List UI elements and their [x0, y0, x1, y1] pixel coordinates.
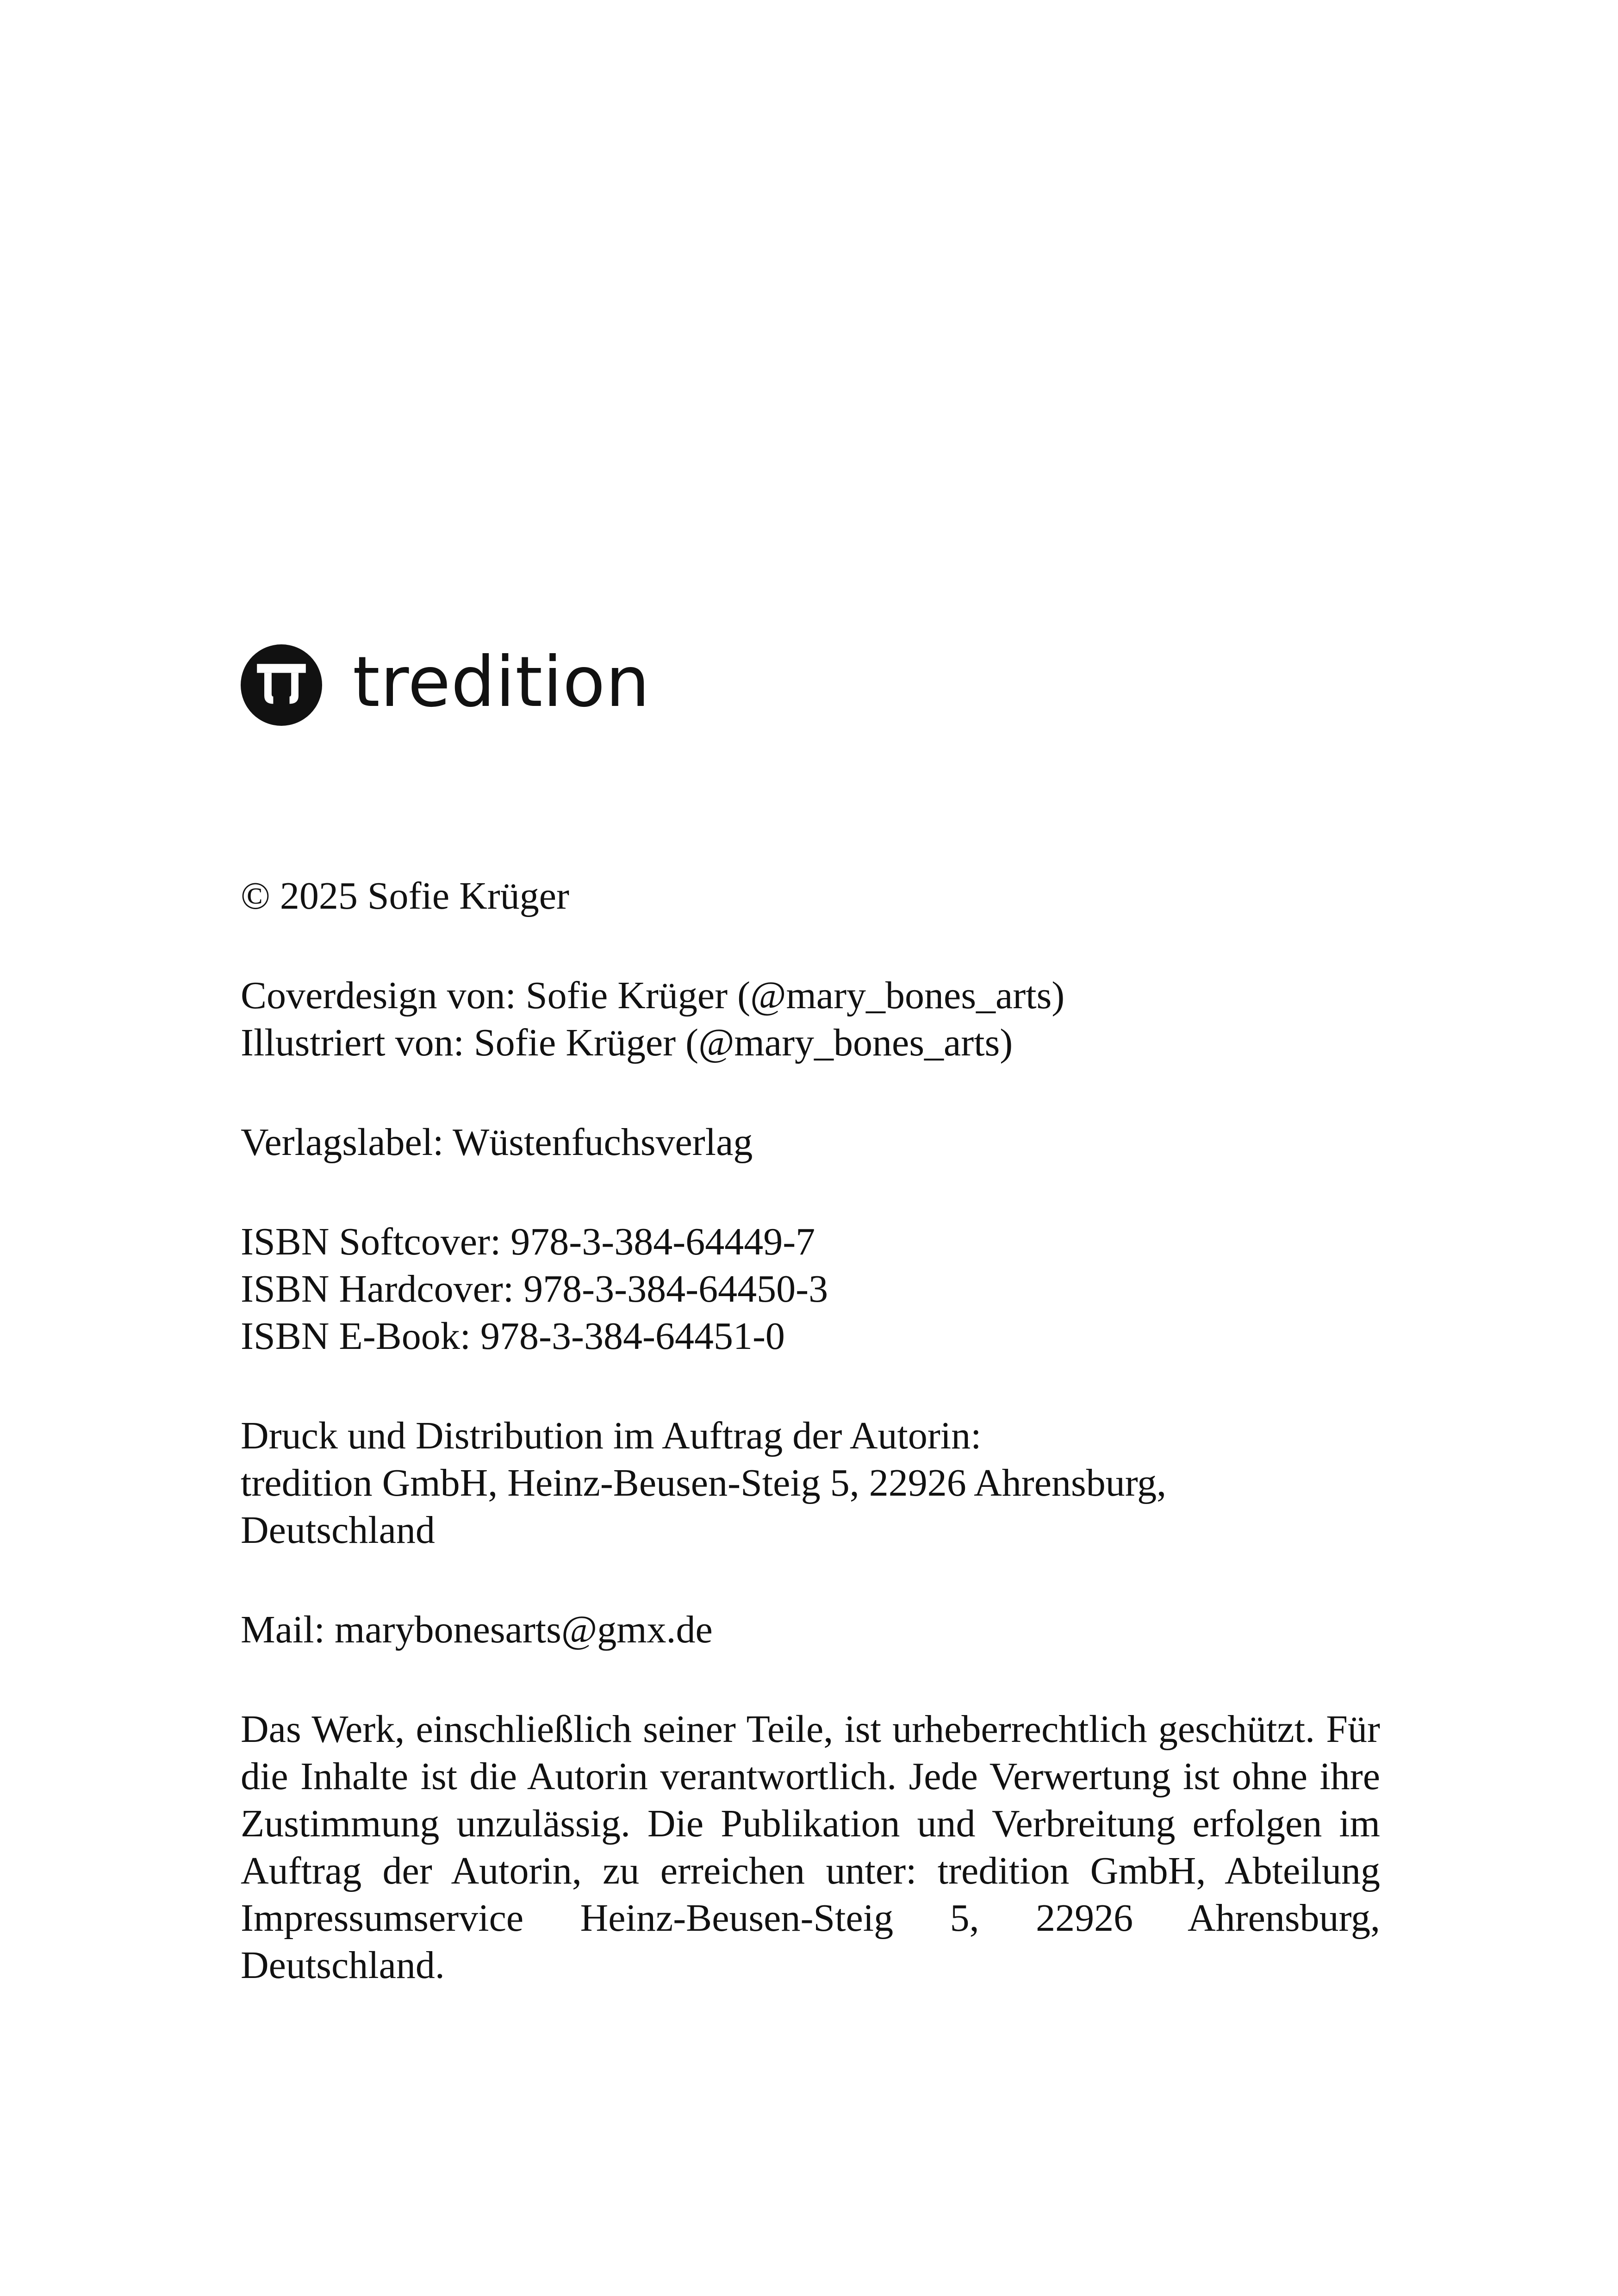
- imprint-section: [241, 873, 1380, 1989]
- isbn-softcover: ISBN Softcover: 978-3-384-64449-7: [241, 1220, 815, 1263]
- cover-design-credit: Coverdesign von: Sofie Krüger (@mary_bones_arts): [241, 974, 1065, 1017]
- legal-notice: Das Werk, einschließlich seiner Teile, ist urheberrechtlich geschützt. Für die Inhalte ist die Autorin verantwortlich. Jede Verwertung ist ohne ihre Zustimmung unzulässig. Die Publikation und Verbreitung erfolgen im Auftrag der Autorin, zu erreichen unter: tredition GmbH, Abteilung Impressumservice Heinz-Beusen-Steig 5, 22926 Ahrensburg, Deutschland.: [241, 1708, 1380, 1987]
- isbn-hardcover: ISBN Hardcover: 978-3-384-64450-3: [241, 1267, 828, 1310]
- distribution-block: [241, 1412, 1380, 1554]
- isbn-block: [241, 1218, 1380, 1360]
- distribution-country: Deutschland: [241, 1509, 435, 1552]
- contact-mail: Mail: marybonesarts@gmx.de: [241, 1608, 713, 1651]
- illustration-credit: Illustriert von: Sofie Krüger (@mary_bones_arts): [241, 1021, 1013, 1064]
- copyright-line: © 2025 Sofie Krüger: [241, 874, 570, 917]
- label-block: [241, 1119, 1380, 1166]
- mail-block: [241, 1606, 1380, 1653]
- publisher-label: Verlagslabel: Wüstenfuchsverlag: [241, 1121, 753, 1164]
- isbn-ebook: ISBN E-Book: 978-3-384-64451-0: [241, 1315, 785, 1358]
- publisher-logo: [241, 643, 650, 727]
- logo-wordmark: tredition: [353, 642, 650, 723]
- distribution-heading: Druck und Distribution im Auftrag der Autorin:: [241, 1414, 982, 1457]
- distribution-address: tredition GmbH, Heinz-Beusen-Steig 5, 22926 Ahrensburg,: [241, 1461, 1167, 1504]
- tredition-logo-icon: [241, 644, 322, 726]
- credits-block: [241, 972, 1380, 1067]
- copyright-block: [241, 873, 1380, 920]
